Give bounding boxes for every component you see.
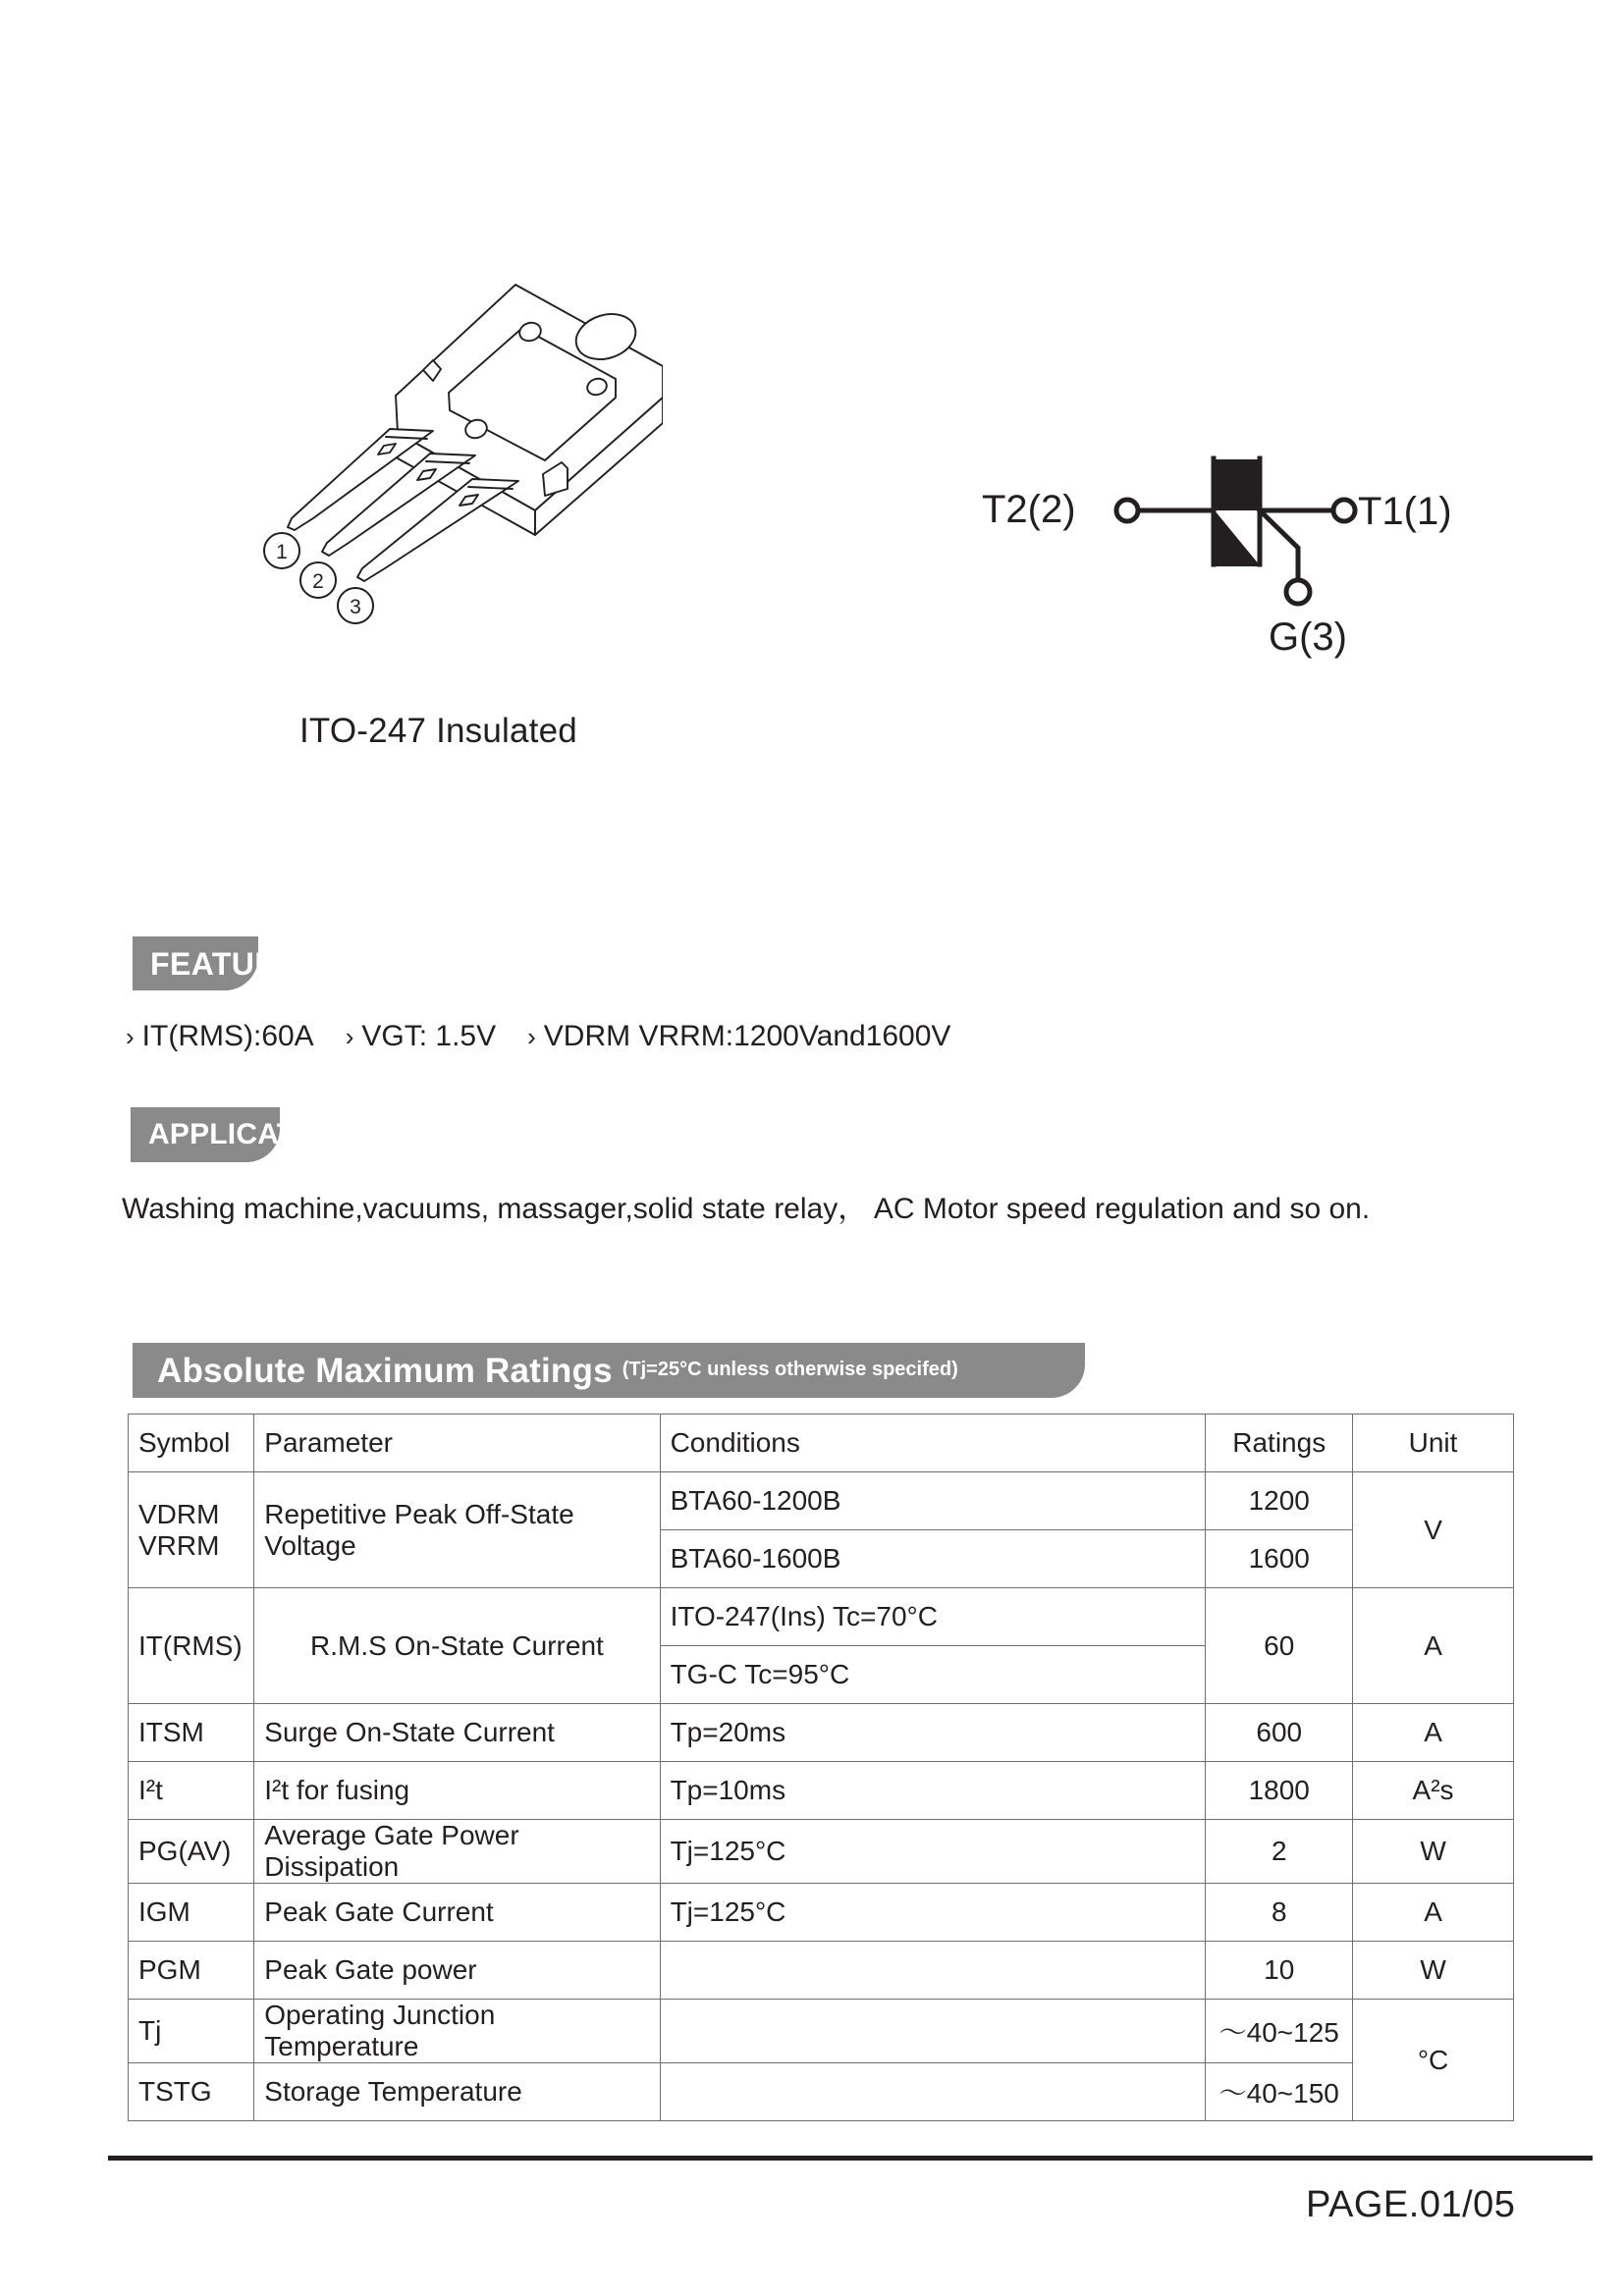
footer-divider [108, 2156, 1593, 2161]
cell-unit-itsm: A [1353, 1704, 1514, 1762]
gate-node [1286, 580, 1310, 604]
table-row [129, 1588, 1514, 1646]
pin-3-label: 3 [350, 596, 361, 618]
table-row [129, 1704, 1514, 1762]
features-banner-title: FEATURES [150, 945, 321, 982]
pin-1-label: 1 [276, 541, 288, 563]
cell-parameter-pgav: Average Gate Power Dissipation [254, 1820, 660, 1884]
absolute-maximum-ratings-table [128, 1414, 1514, 2121]
cell-parameter-igm: Peak Gate Current [254, 1884, 660, 1942]
applications-banner [131, 1107, 368, 1162]
symbol-line-1: VDRM [138, 1498, 220, 1529]
table-row [129, 1884, 1514, 1942]
cell-condition-vdrm-2: BTA60-1600B [660, 1530, 1206, 1588]
applications-banner-title: APPLICATIONS [148, 1118, 368, 1150]
cell-rating-i2t: 1800 [1206, 1762, 1353, 1820]
cell-unit-itrms: A [1353, 1588, 1514, 1704]
cell-rating-igm: 8 [1206, 1884, 1353, 1942]
terminal-t1-node [1333, 500, 1355, 521]
cell-parameter-tj: Operating Junction Temperature [254, 2000, 660, 2063]
terminal-t2-node [1116, 500, 1138, 521]
cell-rating-vdrm-2: 1600 [1206, 1530, 1353, 1588]
table-row [129, 1820, 1514, 1884]
chevron-bullet-icon: › [527, 1022, 536, 1051]
triac-symbol [982, 432, 1492, 677]
cell-symbol-vdrm [129, 1472, 254, 1588]
features-banner [133, 936, 321, 990]
cell-condition-itrms-2: TG-C Tc=95°C [660, 1646, 1206, 1704]
cell-symbol-i2t: I²t [129, 1762, 254, 1820]
cell-condition-itsm: Tp=20ms [660, 1704, 1206, 1762]
cell-rating-itsm: 600 [1206, 1704, 1353, 1762]
cell-condition-vdrm-1: BTA60-1200B [660, 1472, 1206, 1530]
feature-item-3: VDRM VRRM:1200Vand1600V [543, 1020, 951, 1052]
symbol-line-2: VRRM [138, 1529, 220, 1561]
cell-unit-pgav: W [1353, 1820, 1514, 1884]
header-parameter: Parameter [254, 1415, 660, 1472]
cell-condition-itrms-1: ITO-247(Ins) Tc=70°C [660, 1588, 1206, 1646]
ratings-banner [133, 1343, 1085, 1398]
page-number: PAGE.01/05 [1306, 2184, 1516, 2225]
cell-parameter-pgm: Peak Gate power [254, 1942, 660, 2000]
cell-parameter-itrms: R.M.S On-State Current [254, 1588, 660, 1704]
terminal-t1-label: T1(1) [1358, 490, 1452, 533]
header-conditions: Conditions [660, 1415, 1206, 1472]
cell-condition-tstg [660, 2063, 1206, 2121]
chevron-bullet-icon: › [345, 1022, 354, 1051]
cell-symbol-pgav: PG(AV) [129, 1820, 254, 1884]
pin-2-label: 2 [312, 570, 324, 593]
applications-text: Washing machine,vacuums, massager,solid state relay， AC Motor speed regulation and so on. [122, 1193, 1371, 1225]
cell-symbol-itsm: ITSM [129, 1704, 254, 1762]
cell-unit-vdrm: V [1353, 1472, 1514, 1588]
table-row [129, 2000, 1514, 2063]
cell-rating-pgav: 2 [1206, 1820, 1353, 1884]
cell-parameter-itsm: Surge On-State Current [254, 1704, 660, 1762]
cell-parameter-vdrm: Repetitive Peak Off-State Voltage [254, 1472, 660, 1588]
cell-condition-igm: Tj=125°C [660, 1884, 1206, 1942]
terminal-t2-label: T2(2) [982, 488, 1076, 531]
cell-unit-i2t: A²s [1353, 1762, 1514, 1820]
feature-item-2: VGT: 1.5V [361, 1020, 497, 1052]
cell-rating-pgm: 10 [1206, 1942, 1353, 2000]
ratings-banner-note: (Tj=25°C unless otherwise specifed) [622, 1359, 958, 1380]
table-row [129, 1942, 1514, 2000]
cell-rating-tstg: ～40~150 [1206, 2063, 1353, 2121]
package-caption: ITO-247 Insulated [299, 712, 577, 750]
cell-condition-pgm [660, 1942, 1206, 2000]
cell-rating-itrms: 60 [1206, 1588, 1353, 1704]
cell-parameter-tstg: Storage Temperature [254, 2063, 660, 2121]
cell-symbol-igm: IGM [129, 1884, 254, 1942]
cell-symbol-itrms: IT(RMS) [129, 1588, 254, 1704]
feature-item-1: IT(RMS):60A [141, 1020, 314, 1052]
header-ratings: Ratings [1206, 1415, 1353, 1472]
table-row [129, 1762, 1514, 1820]
table-row [129, 2063, 1514, 2121]
package-illustration [241, 250, 663, 643]
cell-symbol-pgm: PGM [129, 1942, 254, 2000]
header-symbol: Symbol [129, 1415, 254, 1472]
chevron-bullet-icon: › [126, 1022, 135, 1051]
cell-condition-pgav: Tj=125°C [660, 1820, 1206, 1884]
cell-unit-temperature: °C [1353, 2000, 1514, 2121]
ratings-banner-title: Absolute Maximum Ratings [157, 1351, 613, 1390]
cell-condition-tj [660, 2000, 1206, 2063]
features-list [126, 1020, 950, 1053]
cell-rating-vdrm-1: 1200 [1206, 1472, 1353, 1530]
cell-rating-tj: ～40~125 [1206, 2000, 1353, 2063]
cell-symbol-tj: Tj [129, 2000, 254, 2063]
cell-parameter-i2t: I²t for fusing [254, 1762, 660, 1820]
gate-label: G(3) [1269, 615, 1347, 659]
table-header-row [129, 1415, 1514, 1472]
table-row [129, 1472, 1514, 1530]
cell-unit-pgm: W [1353, 1942, 1514, 2000]
cell-symbol-tstg: TSTG [129, 2063, 254, 2121]
cell-unit-igm: A [1353, 1884, 1514, 1942]
header-unit: Unit [1353, 1415, 1514, 1472]
cell-condition-i2t: Tp=10ms [660, 1762, 1206, 1820]
